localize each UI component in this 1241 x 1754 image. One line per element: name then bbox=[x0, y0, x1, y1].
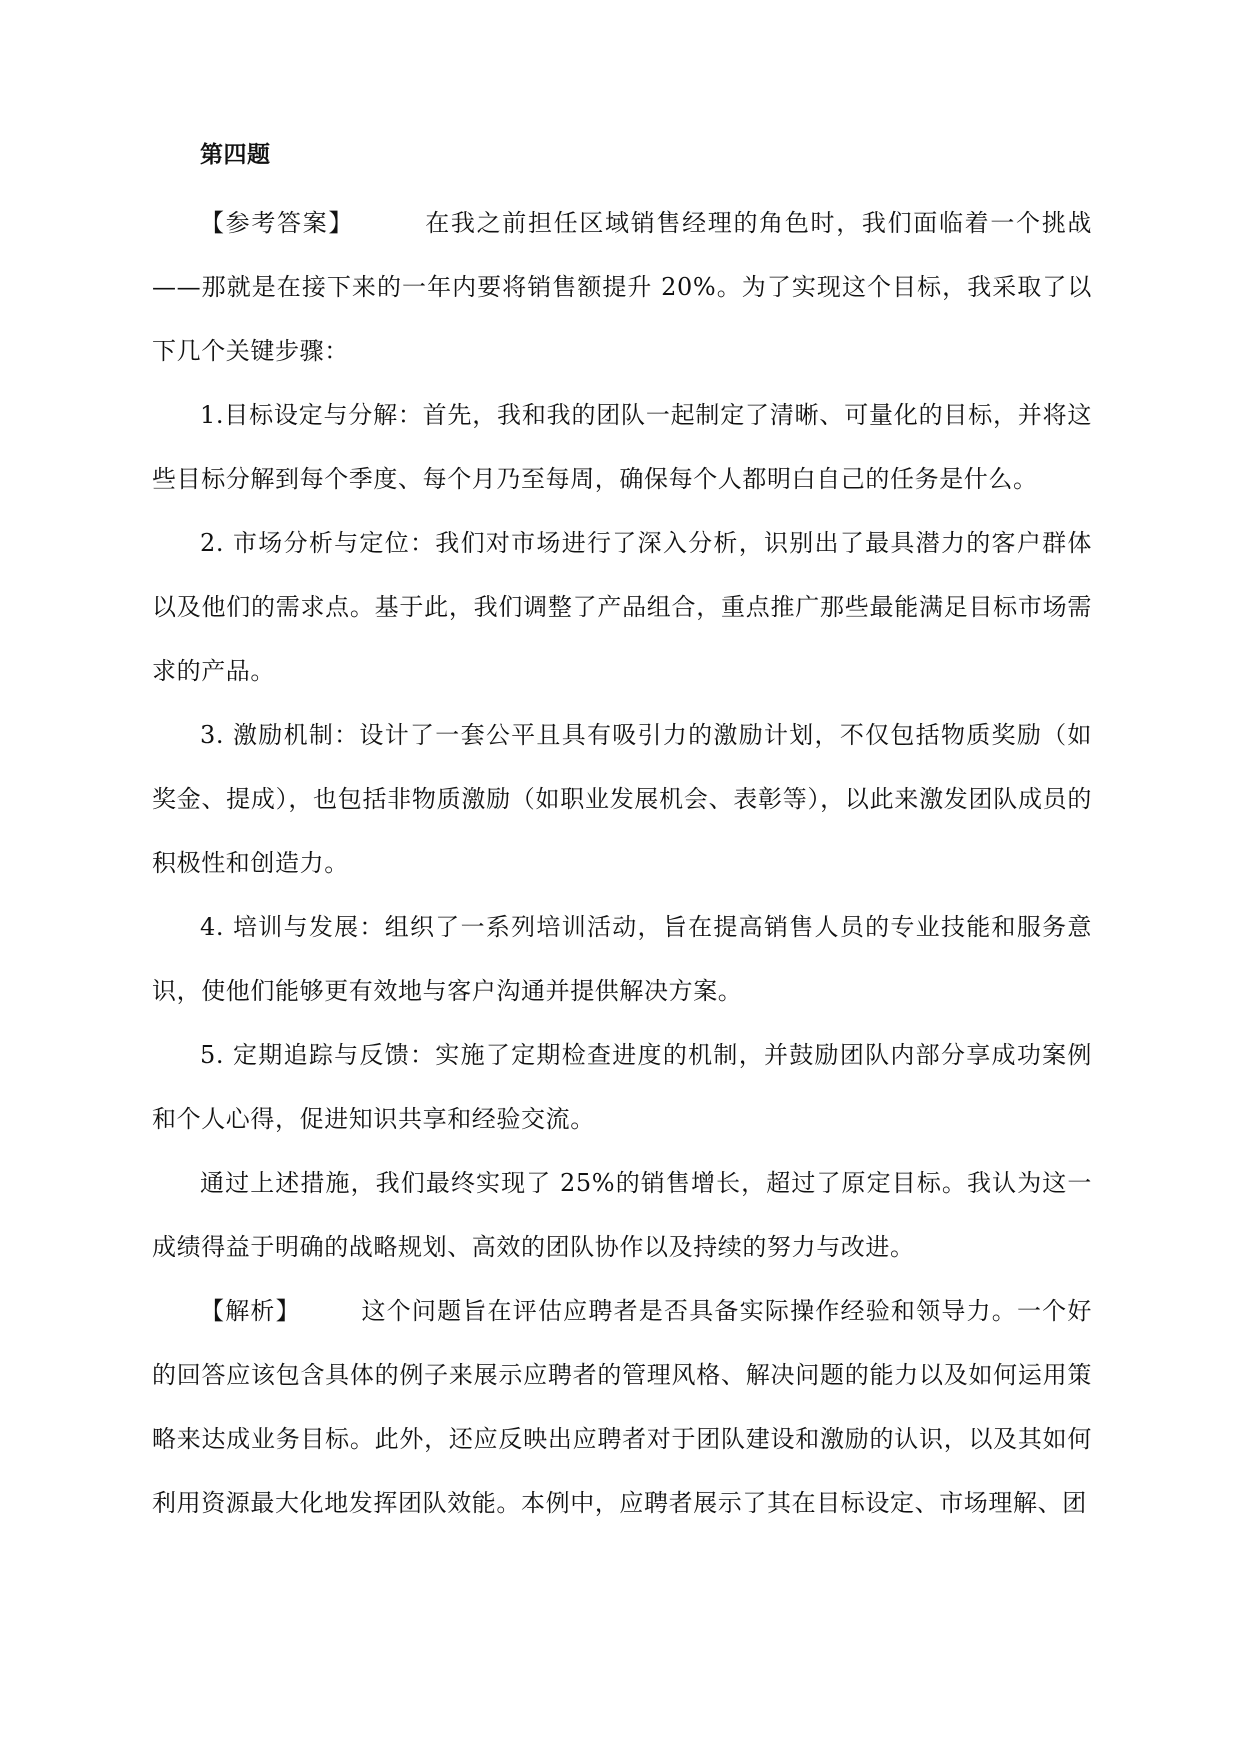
step-1-paragraph: 1.目标设定与分解：首先，我和我的团队一起制定了清晰、可量化的目标，并将这些目标分解到每个季度、每个月乃至每周，确保每个人都明白自己的任务是什么。 bbox=[152, 401, 1092, 493]
answer-intro-text: 在我之前担任区域销售经理的角色时，我们面临着一个挑战——那就是在接下来的一年内要将销售额提升 20%。为了实现这个目标，我采取了以下几个关键步骤： bbox=[152, 209, 1092, 365]
step-2-paragraph: 2. 市场分析与定位：我们对市场进行了深入分析，识别出了最具潜力的客户群体以及他们的需求点。基于此，我们调整了产品组合，重点推广那些最能满足目标市场需求的产品。 bbox=[152, 529, 1092, 685]
conclusion-paragraph: 通过上述措施，我们最终实现了 25%的销售增长，超过了原定目标。我认为这一成绩得益于明确的战略规划、高效的团队协作以及持续的努力与改进。 bbox=[152, 1169, 1092, 1261]
analysis-text: 这个问题旨在评估应聘者是否具备实际操作经验和领导力。一个好的回答应该包含具体的例子来展示应聘者的管理风格、解决问题的能力以及如何运用策略来达成业务目标。此外，还应反映出应聘者对于团队建设和激励的认识，以及其如何利用资源最大化地发挥团队效能。本例中，应聘者展示了其在目标设定、市场理解、团 bbox=[152, 1297, 1092, 1517]
step-3-paragraph: 3. 激励机制：设计了一套公平且具有吸引力的激励计划，不仅包括物质奖励（如奖金、提成），也包括非物质激励（如职业发展机会、表彰等），以此来激发团队成员的积极性和创造力。 bbox=[152, 721, 1092, 877]
question-heading: 第四题 bbox=[200, 142, 271, 168]
analysis-paragraph bbox=[152, 1279, 1092, 1535]
analysis-label: 【解析】 bbox=[200, 1297, 301, 1325]
answer-intro-paragraph bbox=[152, 191, 1092, 383]
document-page bbox=[152, 138, 1092, 1535]
step-5-paragraph: 5. 定期追踪与反馈：实施了定期检查进度的机制，并鼓励团队内部分享成功案例和个人心得，促进知识共享和经验交流。 bbox=[152, 1041, 1092, 1133]
step-4-paragraph: 4. 培训与发展：组织了一系列培训活动，旨在提高销售人员的专业技能和服务意识，使他们能够更有效地与客户沟通并提供解决方案。 bbox=[152, 913, 1092, 1005]
answer-label: 【参考答案】 bbox=[200, 209, 355, 237]
